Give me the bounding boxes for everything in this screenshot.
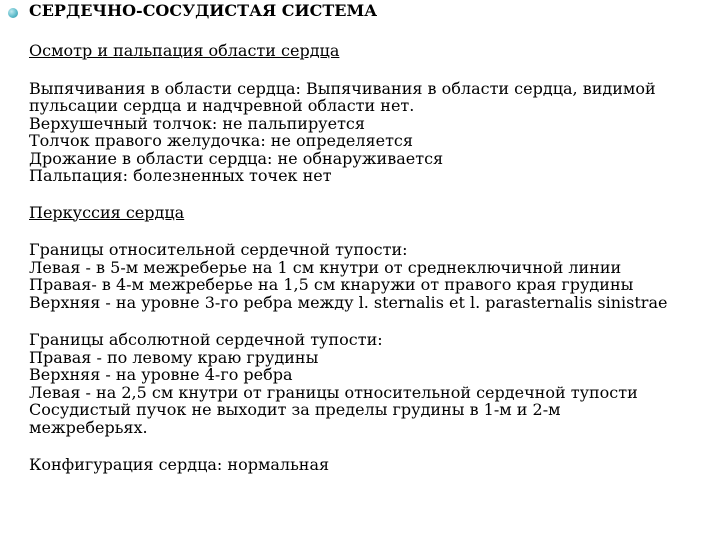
- text-line: Сосудистый пучок не выходит за пределы грудины в 1-м и 2-м: [29, 400, 561, 419]
- absolute-dullness-paragraph: [29, 331, 719, 436]
- text-line: межреберьях.: [29, 417, 148, 437]
- slide-body: [29, 42, 719, 474]
- text-line: Левая - на 2,5 см кнутри от границы относительной сердечной тупости: [29, 382, 638, 402]
- text-line: Границы абсолютной сердечной тупости:: [29, 330, 383, 349]
- text-line: Толчок правого желудочка: не определяется: [29, 131, 413, 150]
- text-line: пульсации сердца и надчревной области нет.: [29, 96, 415, 115]
- text-line: Правая- в 4-м межреберье на 1,5 см кнаружи от правого края грудины: [29, 275, 634, 294]
- text-line: Правая - по левому краю грудины: [29, 347, 319, 367]
- configuration-line: Конфигурация сердца: нормальная: [29, 455, 330, 474]
- inspection-paragraph: [29, 80, 719, 185]
- text-line: Выпячивания в области сердца: Выпячивания в области сердца, видимой: [29, 78, 656, 98]
- page-title: СЕРДЕЧНО-СОСУДИСТАЯ СИСТЕМА: [29, 1, 378, 20]
- text-line: Верхняя - на уровне 3-го ребра между l. sternalis et l. parasternalis sinistrae: [29, 292, 668, 312]
- text-line: Пальпация: болезненных точек нет: [29, 166, 332, 185]
- relative-dullness-paragraph: [29, 241, 719, 311]
- section-title-inspection: Осмотр и пальпация области сердца: [29, 41, 340, 60]
- text-line: Границы относительной сердечной тупости:: [29, 240, 408, 259]
- text-line: Верхушечный толчок: не пальпируется: [29, 113, 365, 133]
- text-line: Верхняя - на уровне 4-го ребра: [29, 365, 293, 384]
- bullet-icon: [8, 8, 18, 18]
- section-title-percussion: Перкуссия сердца: [29, 202, 185, 222]
- text-line: Дрожание в области сердца: не обнаруживается: [29, 148, 444, 168]
- text-line: Левая - в 5-м межреберье на 1 см кнутри от среднеключичной линии: [29, 257, 622, 277]
